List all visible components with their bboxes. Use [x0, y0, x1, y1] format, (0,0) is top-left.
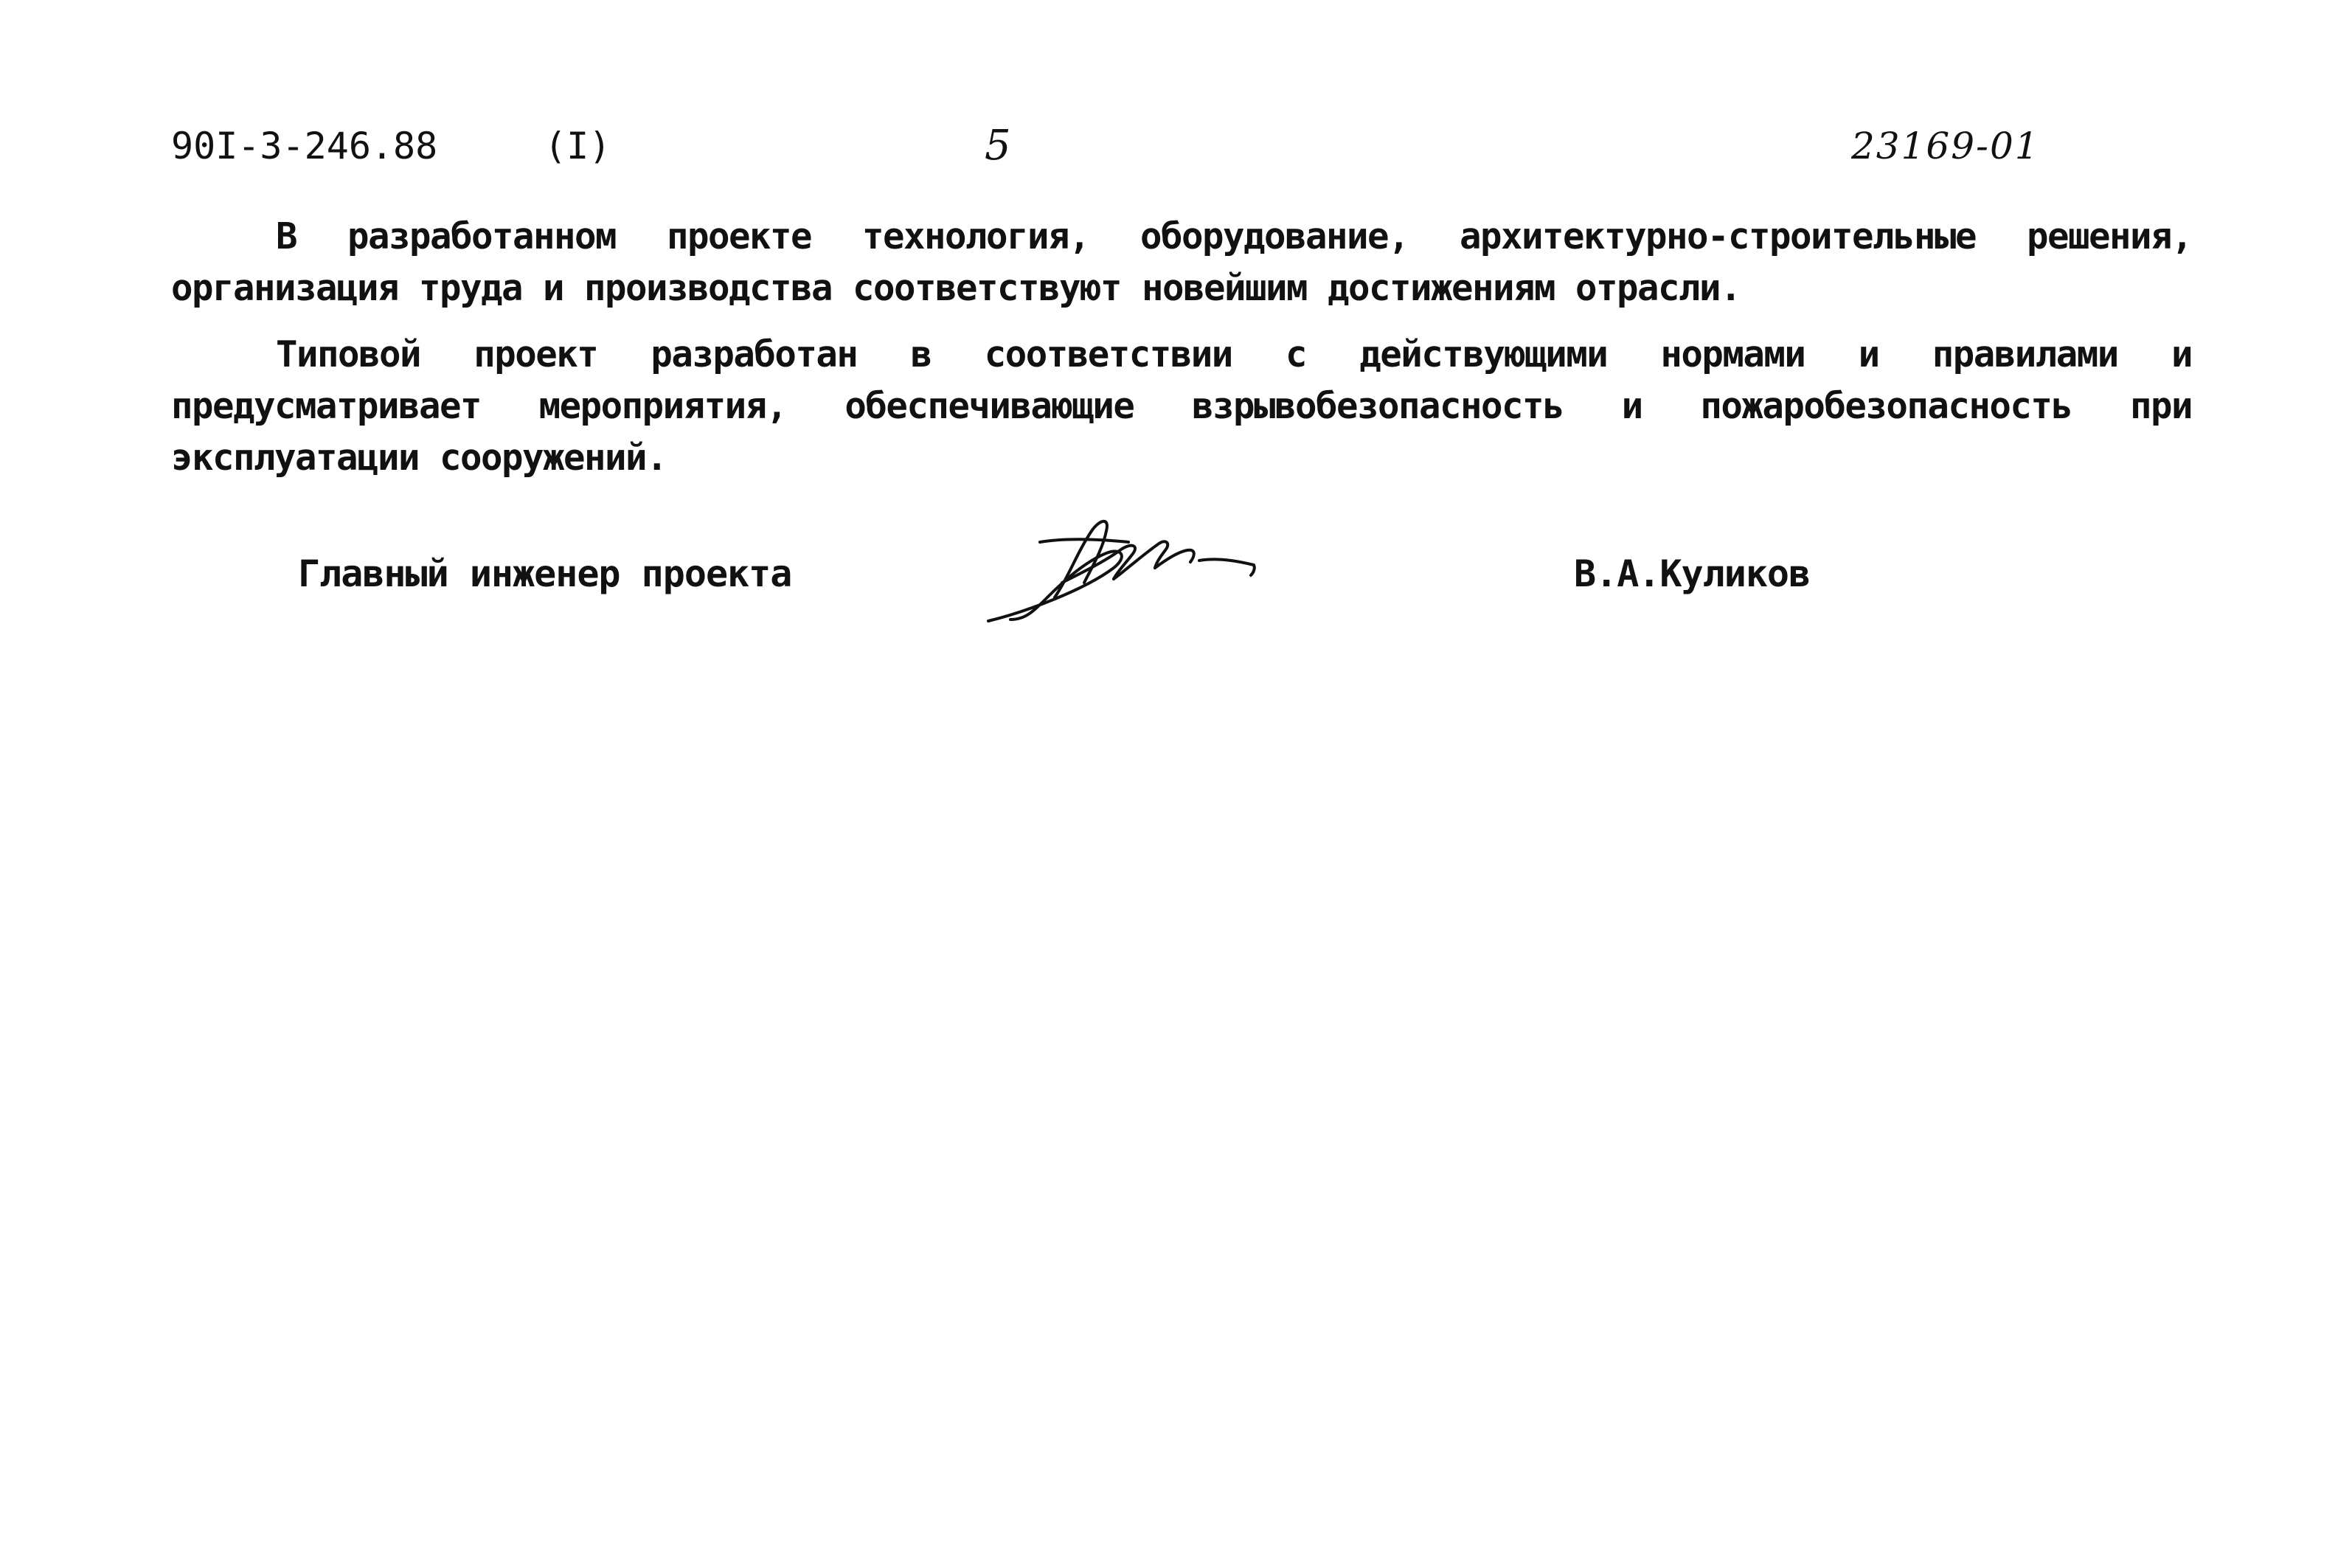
body-paragraph-2-block: [171, 329, 2192, 484]
body-paragraph: В разработанном проекте технология, оборудование, архитектурно-строительные решения, организация труда и производства соответствуют новейшим достижениям отрасли.: [171, 215, 2192, 309]
page-number: 5: [985, 122, 1011, 170]
body-paragraph-1-block: [171, 211, 2192, 314]
handwritten-signature-icon: [981, 509, 1276, 642]
signatory-name: В.А.Куликов: [1574, 552, 1811, 595]
document-part: (I): [544, 125, 611, 167]
inventory-number: 23169-01: [1851, 125, 2040, 167]
document-code: 90I-3-246.88: [171, 125, 438, 167]
signatory-title: Главный инженер проекта: [298, 552, 792, 595]
body-paragraph: Типовой проект разработан в соответствии с действующими нормами и правилами и предусматривает мероприятия, обеспечивающие взрывобезопасность и пожаробезопасность при эксплуатации сооружений.: [171, 333, 2192, 479]
